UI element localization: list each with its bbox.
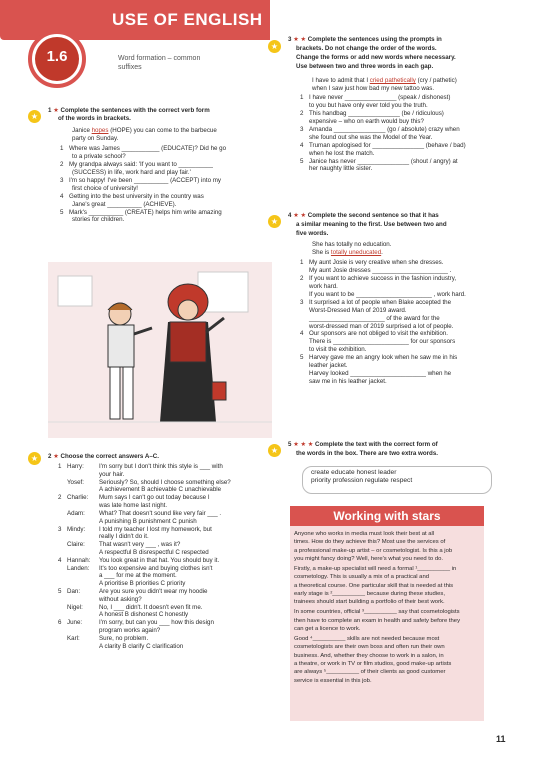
star-badge-icon: ★: [268, 215, 281, 228]
ex4-instruction-2: a similar meaning to the first. Use between two and: [296, 221, 447, 228]
ex4-example-1: She has totally no education.: [312, 241, 392, 248]
ex2-speaker: Adam:: [67, 509, 85, 517]
word-box: [302, 466, 492, 494]
ex5-instruction-2: the words in the box. There are two extra words.: [296, 450, 438, 457]
ex2-speaker: Karl:: [67, 634, 80, 642]
ex2-line-number: 1: [58, 463, 62, 470]
ex4-example-2-pre: She is: [312, 249, 331, 256]
star-badge-icon: ★: [28, 452, 41, 465]
ex2-line-text: without asking?: [99, 595, 142, 603]
ex2-line-text: A honest B dishonest C honestly: [99, 611, 189, 619]
ex2-line: [58, 533, 231, 541]
ex4-line: [300, 354, 466, 362]
ex4-line-number: 1: [300, 259, 304, 266]
ex4-example-2: [312, 249, 383, 257]
stars-panel-line: then have to complete an exam in health and safety before they: [294, 617, 461, 624]
ex4-line: [300, 338, 466, 346]
ex2-line-text: A clarity B clarify C clarification: [99, 642, 184, 650]
ex3-line-text: to you but have only ever told you the truth.: [309, 101, 428, 109]
ex4-instruction-1: Complete the second sentence so that it has: [307, 212, 439, 219]
ex2-line: [58, 604, 231, 612]
stars-panel-line: cosmetology. This is usually a mix of a practical and: [294, 574, 429, 581]
ex2-line: [58, 611, 231, 619]
stars-panel-line: are always ⁵__________ of their clients as good customer: [294, 669, 446, 676]
page-number: 11: [496, 734, 506, 744]
ex4-line-text: If you want to be ______________________ , work hard.: [309, 290, 466, 298]
section-circle: [28, 30, 86, 88]
ex1-example-line2: party on Sunday.: [72, 135, 119, 142]
ex1-instruction-2: of the words in brackets.: [58, 115, 131, 122]
woman-bag: [212, 382, 226, 400]
ex3-line-text: when he lost the match.: [309, 149, 375, 157]
ex2-lines: [58, 463, 231, 651]
section-number: 1.6: [46, 48, 68, 65]
ex2-line: [58, 557, 231, 565]
ex1-item-number: 1: [60, 145, 64, 152]
ex2-line: [58, 549, 231, 557]
ex2-line: [58, 502, 231, 510]
ex4-line: [300, 315, 466, 323]
ex4-line: [300, 346, 466, 354]
ex2-line-text: A achievement B achievable C unachievable: [99, 486, 222, 494]
star-badge-icon: ★: [268, 40, 281, 53]
ex4-line-text: Our sponsors are not obliged to visit the exhibition.: [309, 330, 448, 338]
ex2-line-number: 6: [58, 619, 62, 627]
stars-panel-line: In some countries, official ³__________ say that cosmetologists: [294, 609, 460, 616]
ex4-line-text: It surprised a lot of people when Blake accepted the: [309, 298, 452, 306]
ex3-lines: [300, 94, 466, 173]
ex4-line: [300, 370, 466, 378]
ex1-instruction-1: Complete the sentences with the correct verb form: [60, 107, 210, 114]
ex2-line: [58, 494, 231, 502]
ex2-speaker: Nigel:: [67, 603, 83, 611]
stars-panel-line: Firstly, a make-up specialist will need a formal ¹__________ in: [294, 566, 457, 573]
ex3-header: [288, 36, 442, 44]
man-shirt: [108, 325, 134, 367]
ex1-item-text: I'm so happy! I've been __________ (ACCEPT) into my: [69, 176, 221, 184]
stars-panel-line: times. How do they achieve this? Most use the services of: [294, 539, 446, 546]
ex2-line-text: a ___ for me at the moment.: [99, 572, 177, 580]
ex3-line: [300, 94, 466, 102]
ex3-line-number: 3: [300, 125, 304, 133]
ex4-line-number: 3: [300, 298, 304, 306]
ex2-line-text: A respectful B disrespectful C respected: [99, 548, 209, 556]
woman-coat: [170, 322, 206, 362]
ex4-example-answer: totally uneducated: [330, 249, 382, 256]
ex1-stars: ★: [53, 107, 59, 114]
ex1-item: [60, 209, 226, 217]
header-subtitle-2: suffixes: [118, 64, 142, 71]
ex2-line-text: I told my teacher I lost my homework, but: [99, 525, 212, 533]
stars-panel-text: [290, 526, 484, 685]
ex2-stars: ★: [53, 453, 59, 460]
star-badge-icon: ★: [28, 110, 41, 123]
ex3-line: [300, 110, 466, 118]
ex3-stars: ★ ★: [293, 36, 307, 43]
ex4-line-text: to visit the exhibition.: [309, 346, 367, 354]
ex1-item-cont: stories for children.: [72, 216, 125, 224]
ex3-line: [300, 158, 466, 166]
ex1-item: [60, 193, 226, 201]
ex2-line-number: 2: [58, 494, 62, 502]
stars-panel-line: a theatre, or work in TV or film studios, good make-up artists: [294, 660, 452, 667]
stars-panel: [290, 506, 484, 721]
stars-panel-line: Anyone who works in media must look their best at all: [294, 531, 435, 537]
ex3-line: [300, 102, 466, 110]
ex1-item-number: 4: [60, 192, 64, 200]
ex2-line-text: You look great in that hat. You should buy it.: [99, 556, 220, 564]
ex3-line: [300, 142, 466, 150]
ex2-line: [58, 580, 231, 588]
ex4-line-text: Harvey gave me an angry look when he saw me in his: [309, 354, 458, 362]
header-title: USE OF ENGLISH: [112, 10, 263, 29]
ex2-line: [58, 635, 231, 643]
ex4-line-text: Harvey looked ______________________ when he: [309, 370, 452, 378]
woman-arm: [206, 318, 224, 332]
ex3-line-text: she found out she was the Model of the Year.: [309, 133, 433, 141]
ex4-line-text: worst-dressed man of 2019 surprised a lot of people.: [309, 322, 454, 330]
ex4-stars: ★ ★: [293, 212, 307, 219]
ex4-line: [300, 267, 466, 275]
ex3-instruction-1: Complete the sentences using the prompts in: [307, 36, 442, 43]
ex3-number: 3: [288, 36, 292, 43]
ex2-speaker: Harry:: [67, 463, 84, 470]
ex2-speaker: Mindy:: [67, 525, 86, 533]
ex4-number: 4: [288, 212, 292, 219]
man-leg: [123, 367, 133, 419]
illustration: [48, 262, 272, 438]
ex2-line: [58, 565, 231, 573]
ex3-instruction-2: brackets. Do not change the order of the words.: [296, 45, 437, 52]
ex3-line: [300, 134, 466, 142]
ex2-line: [58, 619, 231, 627]
ex1-item: [60, 161, 226, 169]
ex3-line-text: Amanda _______________ (go / absolute) crazy when: [309, 125, 460, 133]
ex1-item-cont: Jane's great __________ (ACHIEVE).: [72, 200, 177, 208]
ex1-item-number: 5: [60, 208, 64, 216]
ex2-line: [58, 572, 231, 580]
star-badge-icon: ★: [268, 444, 281, 457]
ex2-line: [58, 627, 231, 635]
ex3-line: [300, 126, 466, 134]
ex2-speaker: Hannah:: [67, 556, 91, 564]
word-box-line-2: priority profession regulate respect: [311, 477, 413, 485]
ex3-line-text: Truman apologised for _______________ (behave / bad): [309, 141, 466, 149]
ex4-line-number: 4: [300, 330, 304, 338]
ex3-example-post: (cry / pathetic): [415, 77, 457, 84]
ex2-speaker: Claire:: [67, 541, 85, 549]
ex3-line-text: This handbag _______________ (be / ridiculous): [309, 109, 444, 117]
ex4-example-2-post: .: [381, 249, 383, 256]
ex1-header: [48, 107, 210, 115]
ex4-line: [300, 275, 466, 283]
ex4-line: [300, 283, 466, 291]
ex1-example: [72, 127, 217, 135]
ex2-line: [58, 479, 231, 487]
stars-panel-line: service is essential in this job.: [294, 677, 372, 684]
ex3-instruction-4: Use between two and three words in each gap.: [296, 63, 434, 70]
stars-panel-line: can get a licence to work.: [294, 625, 361, 632]
ex1-item-cont: (SUCCESS) in life, work hard and play fair.': [72, 168, 191, 176]
man-leg: [110, 367, 120, 419]
ex2-number: 2: [48, 453, 52, 460]
ex4-line: [300, 323, 466, 331]
stars-panel-title: Working with stars: [290, 506, 484, 526]
ex3-line-number: 4: [300, 141, 304, 149]
header-subtitle-1: Word formation – common: [118, 55, 201, 62]
ex2-instruction: Choose the correct answers A–C.: [60, 453, 159, 460]
ex4-line: [300, 378, 466, 386]
ex2-speaker: Landen:: [67, 564, 90, 572]
ex1-example-pre: Janice: [72, 127, 92, 134]
ex3-line-number: 2: [300, 109, 304, 117]
ex2-speaker: June:: [67, 619, 83, 627]
ex2-header: [48, 453, 159, 461]
stars-panel-line: early stage is ²__________ because during these studies,: [294, 590, 445, 597]
ex3-line: [300, 165, 466, 173]
ex1-item-text: My grandpa always said: 'If you want to __________: [69, 160, 213, 168]
ex2-line-number: 4: [58, 556, 62, 564]
ex1-item: [60, 177, 226, 185]
ex4-line-text: My aunt Josie is very creative when she dresses.: [309, 259, 444, 266]
ex1-number: 1: [48, 107, 52, 114]
ex2-line: [58, 643, 231, 651]
ex5-instruction-1: Complete the text with the correct form of: [315, 441, 438, 448]
ex3-example-line2: when I saw just how bad my new tattoo was.: [312, 85, 435, 92]
ex3-instruction-3: Change the forms or add new words where necessary.: [296, 54, 456, 61]
ex1-item-text: Where was James ___________ (EDUCATE)? Did he go: [69, 145, 227, 152]
ex2-line: [58, 541, 231, 549]
ex2-line-text: was late home last night.: [99, 502, 168, 510]
ex4-lines: [300, 259, 466, 386]
ex4-line-number: 2: [300, 274, 304, 282]
ex2-line-text: Mum says I can't go out today because I: [99, 494, 210, 502]
ex2-line-text: program works again?: [99, 627, 161, 635]
ex4-line-text: My aunt Josie dresses ______________________ .: [309, 266, 452, 274]
ex2-line-text: It's too expensive and buying clothes isn't: [99, 564, 213, 572]
stars-panel-line: a theoretical course. One particular skill that is needed at this: [294, 582, 454, 589]
ex3-line-text: Janice has never _______________ (shout / angry) at: [309, 157, 458, 165]
ex1-item: [60, 145, 226, 153]
ex4-line-text: Worst-Dressed Man of 2019 award.: [309, 306, 407, 314]
ex4-line-text: leather jacket.: [309, 362, 348, 370]
ex3-line: [300, 118, 466, 126]
ex1-item-cont: to a private school?: [72, 152, 126, 160]
ex3-line-number: 1: [300, 94, 304, 101]
ex2-line: [58, 518, 231, 526]
ex5-header: [288, 441, 438, 449]
ex3-line-text: expensive – who on earth would buy this?: [309, 117, 424, 125]
ex2-line-text: your hair.: [99, 470, 125, 478]
ex2-line: [58, 510, 231, 518]
stars-panel-line: a professional make-up artist – or cosmetologist. Is this a job: [294, 547, 453, 554]
ex4-line: [300, 259, 466, 267]
ex4-line: [300, 299, 466, 307]
ex3-line-text: I have never _______________ (speak / dishonest): [309, 94, 451, 101]
ex5-number: 5: [288, 441, 292, 448]
ex1-item-number: 3: [60, 176, 64, 184]
stars-panel-line: you might fancy doing? Well, here's what you need to do.: [294, 555, 444, 562]
ex2-line: [58, 471, 231, 479]
ex2-speaker: Dan:: [67, 588, 81, 595]
stars-panel-line: trainees should start building a portfolio of their best work.: [294, 599, 445, 606]
ex3-example: [312, 77, 457, 85]
ex4-line-text: saw me in his leather jacket.: [309, 378, 387, 386]
ex1-example-post: (HOPE) you can come to the barbecue: [108, 127, 217, 134]
ex4-line-number: 5: [300, 354, 304, 362]
stars-panel-line: business. And, whether they choose to work in a salon, in: [294, 652, 444, 659]
ex3-example-pre: I have to admit that I: [312, 77, 370, 84]
man-hair: [108, 303, 132, 310]
ex2-line-text: A punishing B punishment C punish: [99, 517, 197, 525]
ex2-line: [58, 596, 231, 604]
ex3-line: [300, 150, 466, 158]
ex2-line-text: I'm sorry, but can you ___ how this design: [99, 619, 214, 627]
ex2-line: [58, 588, 231, 596]
ex4-line: [300, 307, 466, 315]
ex3-line-text: her naughty little sister.: [309, 165, 373, 173]
ex4-line-text: work hard.: [309, 282, 338, 290]
ex4-header: [288, 212, 439, 220]
ex2-speaker: Yosef:: [67, 478, 84, 486]
ex4-line: [300, 362, 466, 370]
ex2-line: [58, 526, 231, 534]
ex1-items: [60, 145, 226, 224]
man-arm: [134, 328, 152, 334]
ex4-line: [300, 291, 466, 299]
ex3-example-answer: cried pathetically: [369, 77, 416, 84]
ex5-stars: ★ ★ ★: [293, 441, 314, 448]
ex2-line-text: Seriously? So, should I choose something else?: [99, 478, 231, 486]
ex2-line-number: 5: [58, 588, 62, 595]
ex2-line-text: No, I ___ didn't. It doesn't even fit me.: [99, 603, 203, 611]
ex2-line-number: 3: [58, 525, 62, 533]
ex4-line-text: ______________________ of the award for the: [309, 314, 440, 322]
ex2-line-text: Are you sure you didn't wear my hoodie: [99, 588, 208, 595]
ex1-item-text: Mark's __________ (CREATE) helps him write amazing: [69, 208, 222, 216]
ex2-line-text: really I didn't do it.: [99, 533, 149, 541]
ex4-line-text: If you want to achieve success in the fashion industry,: [309, 274, 457, 282]
ex2-line-text: Sure, no problem.: [99, 634, 149, 642]
ex4-line: [300, 330, 466, 338]
wall-frame: [58, 276, 92, 306]
ex2-line-text: A prioritise B priorities C priority: [99, 580, 186, 588]
ex2-line: [58, 486, 231, 494]
illustration-svg: [48, 262, 272, 438]
ex2-line: [58, 463, 231, 471]
ex1-item-text: Getting into the best university in the country was: [69, 192, 204, 200]
ex4-instruction-3: five words.: [296, 230, 329, 237]
ex3-line-number: 5: [300, 157, 304, 165]
ex2-line-text: I'm sorry but I don't think this style is ___ with: [99, 463, 223, 470]
ex4-line-text: There is ______________________ for our sponsors: [309, 338, 456, 346]
ex2-line-text: What? That doesn't sound like very fair ___ .: [99, 509, 222, 517]
stars-panel-line: Good ⁴__________ skills are not needed because most: [294, 636, 440, 643]
ex2-speaker: Charlie:: [67, 494, 89, 502]
word-box-line-1: create educate honest leader: [311, 469, 397, 476]
ex2-line-text: That wasn't very ___ , was it?: [99, 541, 181, 549]
woman-head: [178, 300, 198, 320]
stars-panel-line: cosmetologists are their own boss and often run their own: [294, 644, 445, 651]
ex1-item-number: 2: [60, 160, 64, 168]
ex1-example-answer: hopes: [91, 127, 109, 134]
ex1-item-cont: first choice of university!: [72, 184, 139, 192]
